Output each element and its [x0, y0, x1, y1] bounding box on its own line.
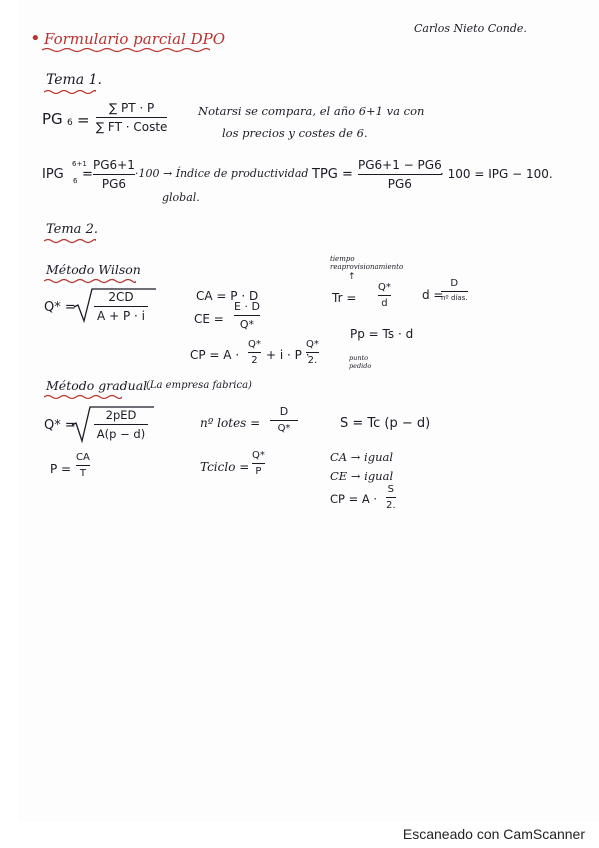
tpg-numerator: PG6+1 − PG6: [358, 158, 442, 172]
wilson-cp-fraction-1: [248, 339, 261, 366]
fraction-bar: [386, 497, 396, 498]
pp-formula: Pp = Ts · d: [350, 327, 414, 341]
pg-formula-sub: 6: [67, 118, 73, 128]
fraction-bar: [234, 315, 260, 316]
wilson-cp-mid: + i · P ·: [266, 348, 310, 362]
wilson-q-denominator: A + P · i: [97, 309, 145, 323]
wilson-q-numerator: 2CD: [108, 290, 134, 304]
wilson-cp-fraction-2: [306, 339, 319, 366]
gradual-q-numerator: 2pED: [105, 408, 137, 422]
wilson-cp-num-2: Q*: [306, 339, 319, 350]
gradual-heading-note: (La empresa fabrica): [146, 380, 252, 391]
tema2-underline: [44, 238, 96, 244]
d-fraction: [441, 278, 468, 302]
gradual-cp-numerator: S: [387, 484, 394, 495]
scanner-watermark: Escaneado con CamScanner: [402, 826, 585, 842]
tciclo-numerator: Q*: [252, 450, 265, 461]
p-lhs: P =: [50, 462, 72, 476]
ipg-fraction: [93, 158, 135, 191]
d-lhs: d =: [422, 288, 444, 302]
wilson-ce-numerator: E · D: [234, 300, 260, 313]
tema1-heading: Tema 1.: [46, 72, 102, 88]
tr-lhs: Tr =: [332, 291, 357, 305]
tciclo-fraction: [252, 450, 265, 477]
note-line-2: los precios y costes de 6.: [222, 126, 368, 140]
arrow-up-icon: ↑: [348, 272, 356, 282]
p-denominator: T: [79, 468, 86, 479]
wilson-cp-den-2: 2.: [307, 355, 318, 366]
wilson-cp-lhs: CP = A ·: [190, 348, 240, 362]
tpg-denominator: PG6: [387, 177, 412, 191]
pg-numerator: ∑ PT · P: [109, 101, 155, 115]
lotes-lhs: nº lotes =: [200, 416, 261, 430]
gradual-cp-denominator: 2.: [386, 500, 396, 511]
wilson-heading: Método Wilson: [46, 262, 141, 277]
tema2-heading: Tema 2.: [46, 222, 98, 237]
pg-fraction: [96, 101, 167, 134]
wilson-ce-fraction: [234, 300, 260, 331]
page-title: Formulario parcial DPO: [44, 30, 226, 48]
lotes-numerator: D: [279, 405, 289, 418]
equals-sign: =: [77, 111, 90, 129]
tciclo-denominator: P: [255, 466, 262, 477]
fraction-bar: [93, 174, 135, 175]
wilson-underline: [44, 278, 136, 284]
wilson-ca: CA = P · D: [196, 289, 259, 303]
p-fraction: [76, 452, 90, 479]
note-line-1: Notarsi se compara, el año 6+1 va con: [198, 104, 425, 118]
fraction-bar: [94, 306, 148, 307]
tr-denominator: d: [381, 298, 388, 309]
wilson-ce-lhs: CE =: [194, 312, 224, 326]
tpg-fraction: [358, 158, 442, 191]
ipg-denominator: PG6: [101, 177, 127, 191]
tpg-lhs: TPG =: [312, 167, 353, 182]
p-numerator: CA: [76, 452, 90, 463]
ipg-description: ·100 → Índice de productividad: [135, 167, 309, 180]
gradual-ca: CA → igual: [330, 450, 394, 464]
ipg-numerator: PG6+1: [93, 158, 135, 172]
pg-denominator: ∑ FT · Coste: [96, 120, 168, 134]
fraction-bar: [94, 424, 148, 425]
d-denominator: nº días.: [441, 294, 468, 302]
ipg-lhs: IPG: [42, 167, 64, 182]
fraction-bar: [76, 465, 90, 466]
wilson-cp-den-1: 2: [251, 355, 258, 366]
wilson-ce-denominator: Q*: [239, 318, 255, 331]
ipg-description-2: global.: [162, 191, 200, 204]
fraction-bar: [306, 352, 319, 353]
title-underline: [42, 47, 210, 53]
equals-sign: =: [82, 167, 93, 182]
tciclo-lhs: Tciclo =: [200, 460, 250, 474]
fraction-bar: [248, 352, 261, 353]
fraction-bar: [441, 291, 468, 292]
gradual-heading: Método gradual.: [46, 378, 152, 393]
d-numerator: D: [450, 278, 459, 289]
fraction-bar: [358, 174, 442, 175]
author-name: Carlos Nieto Conde.: [414, 22, 527, 35]
ipg-sup: 6+1: [72, 160, 87, 168]
gradual-q-denominator: A(p − d): [96, 427, 146, 441]
tr-fraction: [378, 282, 391, 309]
gradual-q-lhs: Q* =: [44, 418, 76, 433]
gradual-cp-lhs: CP = A ·: [330, 492, 378, 506]
fraction-bar: [378, 295, 391, 296]
lotes-fraction: [270, 405, 298, 434]
gradual-ce: CE → igual: [330, 469, 394, 483]
gradual-cp-fraction: [386, 484, 396, 511]
wilson-q-fraction: [94, 290, 148, 323]
tr-annotation: tiempo reaprovisionamiento: [330, 255, 404, 271]
bullet: •: [30, 28, 41, 49]
wilson-q-lhs: Q* =: [44, 300, 76, 315]
pp-annotation: punto pedido: [349, 354, 372, 370]
s-formula: S = Tc (p − d): [340, 416, 431, 431]
fraction-bar: [96, 117, 167, 118]
gradual-q-fraction: [94, 408, 148, 441]
fraction-bar: [270, 420, 298, 421]
gradual-underline: [44, 394, 122, 400]
pg-formula-lhs: PG: [42, 110, 63, 128]
lotes-denominator: Q*: [277, 423, 291, 434]
ipg-sub: 6: [73, 177, 78, 185]
tpg-tail: · 100 = IPG − 100.: [440, 167, 553, 181]
wilson-cp-num-1: Q*: [248, 339, 261, 350]
tema1-underline: [44, 89, 96, 95]
fraction-bar: [252, 463, 265, 464]
tr-numerator: Q*: [378, 282, 391, 293]
